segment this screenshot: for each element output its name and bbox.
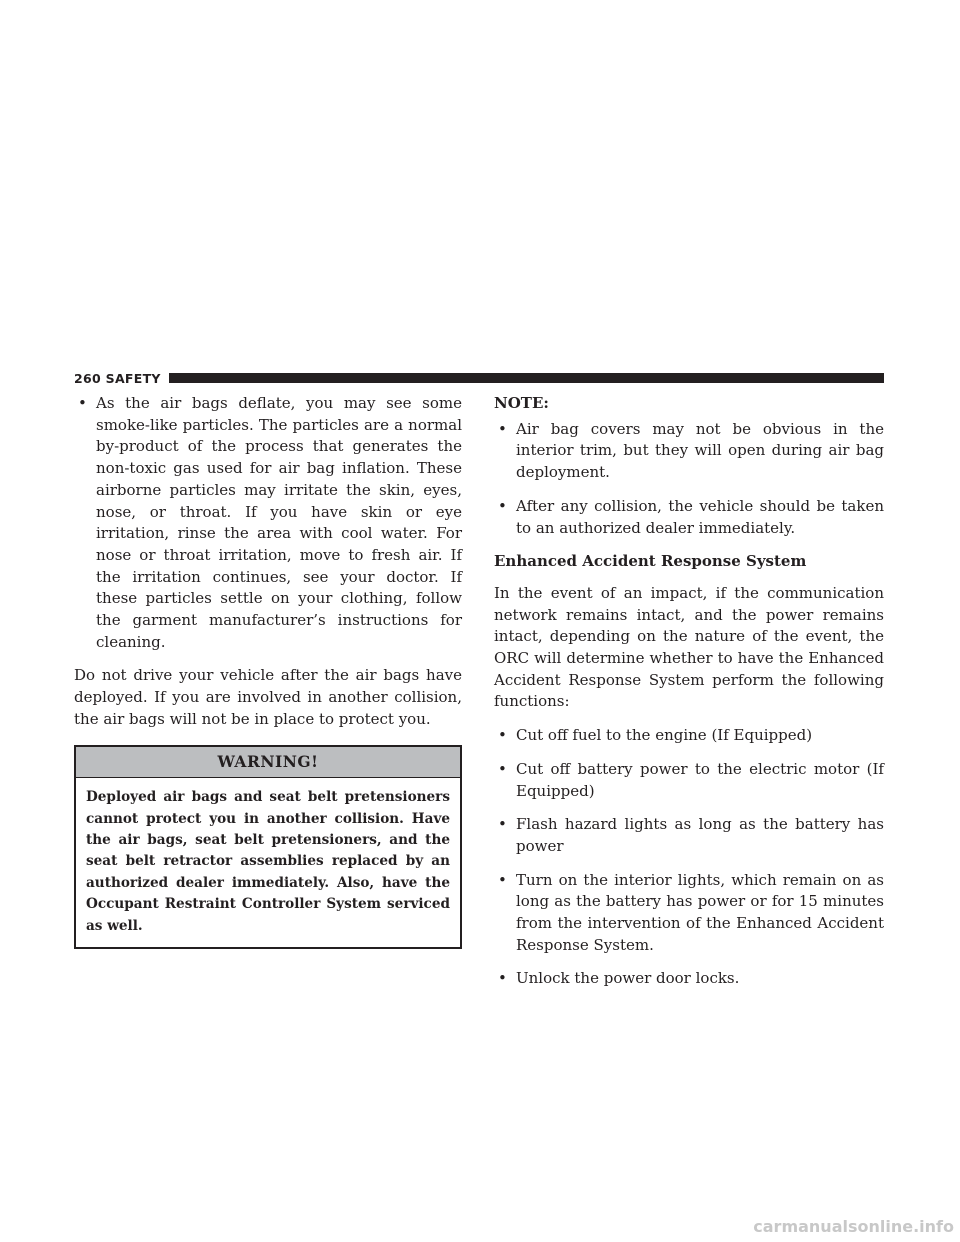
list-item (494, 968, 884, 990)
body-paragraph: Do not drive your vehicle after the air bags have deployed. If you are involved in another collision, the air bags will not be in place to protect you. (74, 666, 462, 728)
list-item (494, 725, 884, 747)
bullet-icon: • (498, 726, 507, 745)
bullet-text: Unlock the power door locks. (516, 969, 740, 988)
bullet-text: After any collision, the vehicle should be taken to an authorized dealer immediately. (516, 496, 884, 537)
bullet-text: Turn on the interior lights, which remain on as long as the battery has power or for 15 minutes from the intervention of the Enhanced Accident Response System. (516, 870, 884, 954)
list-item (494, 814, 884, 857)
right-column (494, 393, 884, 1002)
bullet-icon: • (498, 815, 507, 834)
list-item (494, 759, 884, 802)
page-number-section (74, 371, 161, 386)
page-number: 260 (74, 370, 101, 386)
list-item (494, 419, 884, 484)
note-label: NOTE: (494, 394, 549, 412)
list-item (494, 870, 884, 957)
warning-text: Deployed air bags and seat belt pretensioners cannot protect you in another collision. Have the air bags, seat belt pretensioners, and the seat belt retractor assemblies replaced by an authorized dealer immediately. Also, have the Occupant Restraint Controller System serviced as well. (86, 789, 450, 934)
header-rule (169, 373, 884, 383)
bullet-icon: • (498, 496, 507, 515)
bullet-icon: • (498, 870, 507, 889)
list-item (494, 496, 884, 539)
bullet-icon: • (498, 419, 507, 438)
warning-box (74, 745, 462, 950)
bullet-text: Air bag covers may not be obvious in the interior trim, but they will open during air bag deployment. (516, 419, 884, 482)
section-heading: Enhanced Accident Response System (494, 552, 807, 571)
bullet-icon: • (78, 394, 87, 412)
bullet-icon: • (498, 969, 507, 988)
bullet-text: Flash hazard lights as long as the battery has power (516, 815, 884, 855)
list-item (74, 393, 462, 653)
page-header (74, 371, 884, 385)
section-name: SAFETY (105, 370, 161, 386)
bullet-text: As the air bags deflate, you may see some smoke-like particles. The particles are a normal by-product of the process that generates the non-toxic gas used for air bag inflation. These airborne particles may irritate the skin, eyes, nose, or throat. If you have skin or eye irritation, rinse the area with cool water. For nose or throat irritation, move to fresh air. If the irritation continues, see your doctor. If these particles settle on your clothing, follow the garment manufacturer’s instructions for cleaning. (96, 394, 462, 651)
bullet-text: Cut off battery power to the electric motor (If Equipped) (516, 759, 884, 800)
watermark: carmanualsonline.info (753, 1217, 954, 1236)
body-paragraph: In the event of an impact, if the communication network remains intact, and the power remains intact, depending on the nature of the event, the ORC will determine whether to have the Enhanced Accident Response System perform the following functions: (494, 583, 884, 711)
left-column (74, 393, 462, 949)
warning-title: WARNING! (76, 747, 460, 779)
bullet-text: Cut off fuel to the engine (If Equipped) (516, 726, 813, 745)
bullet-icon: • (498, 759, 507, 778)
